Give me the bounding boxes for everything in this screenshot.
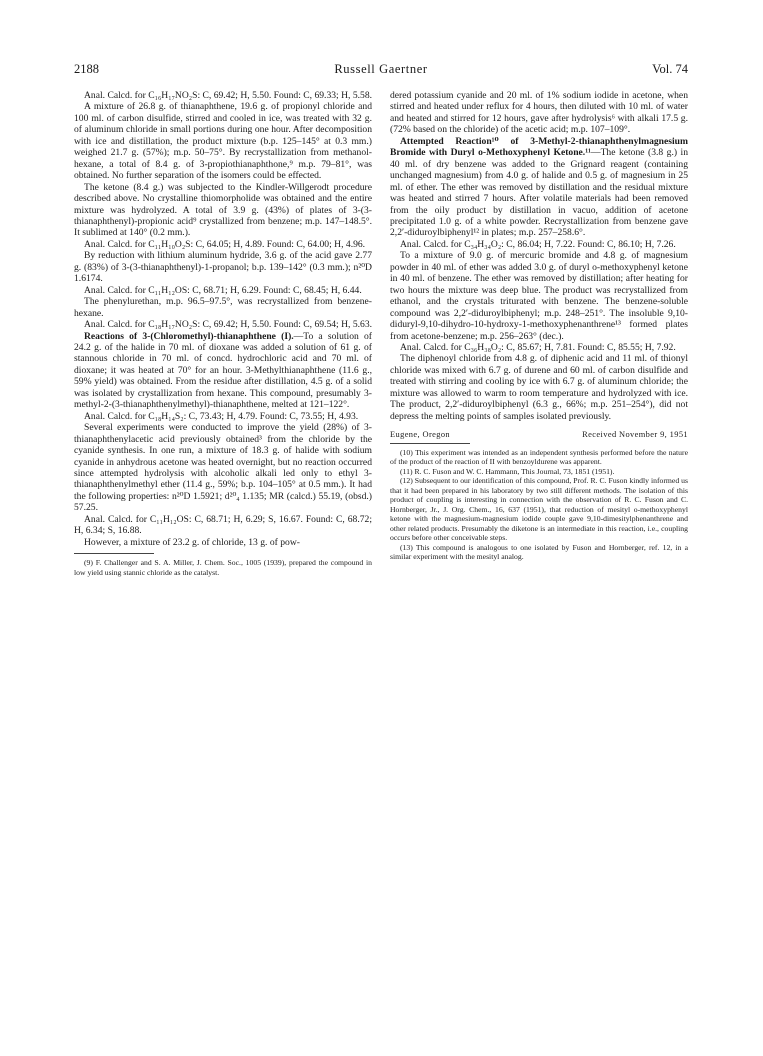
running-title: Russell Gaertner — [334, 62, 428, 76]
body-paragraph: By reduction with lithium aluminum hydride, 3.6 g. of the acid gave 2.77 g. (83%) of 3-(3-thianaphthenyl)-1-propanol; b.p. 139–142° (0.3 mm.); n²⁰D 1.6174. — [74, 250, 372, 285]
body-paragraph: To a mixture of 9.0 g. of mercuric bromide and 4.8 g. of magnesium powder in 40 ml. of ether was added 3.0 g. of duryl o-methoxyphenyl ketone in 40 ml. of benzene. The ether was removed by distillation; after heating for two hours the mixture was deep blue. The product was recrystallized from ethanol, and the crystals triturated with benzene. The benzene-soluble compound was 2,2′-diduroylbiphenyl; m.p. 248–251°. The insoluble 9,10-diduryl-9,10-dihydro-10-hydroxy-1-methoxyphenanthrene¹³ formed plates from acetone-benzene; m.p. 256–263° (dec.). — [390, 250, 688, 342]
body-paragraph: However, a mixture of 23.2 g. of chloride, 13 g. of pow- — [84, 536, 300, 548]
body-paragraph: The phenylurethan, m.p. 96.5–97.5°, was recrystallized from benzene-hexane. — [74, 296, 372, 319]
section-heading: Attempted Reaction¹⁰ of 3-Methyl-2-thianaphthenylmagnesium Bromide with Duryl o-Methoxyphenyl Ketone.¹¹ — [390, 135, 688, 159]
footnote-rule — [390, 443, 470, 444]
footnote: (11) R. C. Fuson and W. C. Hammann, This Journal, 73, 1851 (1951). — [400, 466, 615, 476]
section-paragraph — [74, 331, 372, 411]
signature-place: Eugene, Oregon — [390, 430, 451, 440]
body-paragraph: The diphenoyl chloride from 4.8 g. of diphenic acid and 11 ml. of thionyl chloride was mixed with 6.7 g. of durene and 60 ml. of carbon disulfide and treated with stirring and cooling by ice with 6.7 g. of aluminum chloride; the mixture was allowed to warm to room temperature and hydrolyzed with ice. The product, 2,2′-diduroylbiphenyl (6.3 g., 66%; m.p. 251–254°), did not depress the melting points of samples isolated previously. — [390, 353, 688, 422]
analysis-paragraph: Anal. Calcd. for C₃₆H₃₈O₂: C, 85.67; H, 7.81. Found: C, 85.55; H, 7.92. — [400, 341, 676, 353]
section-text: —The ketone (3.8 g.) in 40 ml. of dry benzene was added to the Grignard reagent (containing unchanged magnesium) from 4.0 g. of halide and 0.5 g. of magnesium in 25 ml. of ether. The ether was removed by distillation and the residual mixture was heated and stirred 7 hours. After volatile materials had been removed from the oily product by distillation in vacuo, addition of acetone precipitated 1.0 g. of a white powder. Recrystallization from benzene gave 2,2′-diduroylbiphenyl¹² in plates; m.p. 257–258.6°. — [390, 147, 688, 239]
left-column — [74, 90, 372, 577]
analysis-paragraph: Anal. Calcd. for C₁₁H₁₂OS: C, 68.71; H, 6.29. Found: C, 68.45; H, 6.44. — [84, 284, 362, 296]
section-paragraph — [390, 136, 688, 239]
section-text: —To a solution of 24.2 g. of the halide in 70 ml. of dioxane was added a solution of 61 g. of stannous chloride in 70 ml. of concd. hydrochloric acid and 70 ml. of dioxane; it was heated at 70° for an hour. 3-Methylthianaphthene (11.6 g., 59% yield) was obtained. From the residue after distillation, 4.5 g. of a solid was isolated by crystallization from hexane. This compound, presumably 3-methyl-2-(3-thianaphthenylmethyl)-thianaphthene, melted at 121–122°. — [74, 330, 372, 411]
right-column — [390, 90, 688, 562]
footnote-rule — [74, 553, 154, 554]
analysis-paragraph: Anal. Calcd. for C₁₆H₁₇NO₂S: C, 69.42; H, 5.50. Found: C, 69.33; H, 5.58. — [84, 90, 373, 101]
section-heading: Reactions of 3-(Chloromethyl)-thianaphthene (I). — [84, 330, 294, 342]
volume-label: Vol. 74 — [652, 62, 688, 76]
received-date: Received November 9, 1951 — [582, 430, 688, 440]
footnote: (13) This compound is analogous to one isolated by Fuson and Hornberger, ref. 12, in a similar experiment with the mesityl analog. — [390, 542, 688, 562]
body-paragraph: The ketone (8.4 g.) was subjected to the Kindler-Willgerodt procedure described above. No crystalline thiomorpholide was obtained and the entire mixture was hydrolyzed. A total of 3.9 g. (43%) of plates of 3-(3-thianaphthenyl)-propionic acid⁹ crystallized from benzene; m.p. 147–148.5°. It sublimed at 140° (0.2 mm.). — [74, 181, 372, 239]
analysis-paragraph: Anal. Calcd. for C₁₈H₁₇NO₂S: C, 69.42; H, 5.50. Found: C, 69.54; H, 5.63. — [84, 319, 373, 331]
body-paragraph: A mixture of 26.8 g. of thianaphthene, 19.6 g. of propionyl chloride and 100 ml. of carbon disulfide, stirred and cooled in ice, was treated with 32 g. of aluminum chloride in small portions during one hour. After decomposition with ice and distillation, the product mixture (b.p. 125–145° at 0.3 mm.) weighed 21.7 g. (57%); m.p. 50–75°. By recrystallization from methanol-hexane, a total of 8.4 g. of 3-propiothianaphthone,⁹ m.p. 79–81°, was obtained. No further separation of the isomers could be effected. — [74, 101, 372, 182]
analysis-paragraph: Anal. Calcd. for C₃₄H₃₄O₂: C, 86.04; H, 7.22. Found: C, 86.10; H, 7.26. — [400, 238, 676, 250]
analysis-paragraph: Anal. Calcd. for C₁₈H₁₄S₂: C, 73.43; H, 4.79. Found: C, 73.55; H, 4.93. — [84, 410, 359, 422]
footnote: (10) This experiment was intended as an independent synthesis performed before the nature of the product of the reaction of II with benzoyldurene was apparent. — [390, 447, 688, 467]
footnotes-left — [74, 558, 372, 577]
footnote: (9) F. Challenger and S. A. Miller, J. Chem. Soc., 1005 (1939), prepared the compound in low yield using stannic chloride as the catalyst. — [74, 558, 372, 577]
body-paragraph: dered potassium cyanide and 20 ml. of 1% sodium iodide in acetone, when stirred and heated under reflux for 4 hours, then diluted with 10 ml. of water and heated and stirred for 12 hours, gave after hydrolysis⁶ with alkali 17.5 g. (72% based on the chloride) of the acetic acid; m.p. 107–109°. — [390, 90, 688, 136]
analysis-paragraph: Anal. Calcd. for C₁₁H₁₀O₂S: C, 64.05; H, 4.89. Found: C, 64.00; H, 4.96. — [84, 238, 366, 250]
footnotes-right — [390, 448, 688, 562]
body-paragraph: Several experiments were conducted to improve the yield (28%) of 3-thianaphthenylacetic acid previously obtained³ from the chloride by the cyanide synthesis. In one run, a mixture of 18.3 g. of halide with sodium cyanide in anhydrous acetone was heated overnight, but no reaction occurred since attempted hydrolysis with alcoholic alkali led only to ethyl 3-thianaphthenylmethyl ether (11.4 g., 59%; b.p. 104–105° at 0.5 mm.). It had the following properties: n²⁰D 1.5921; d²⁰₄ 1.135; MR (calcd.) 55.19, (obsd.) 57.25. — [74, 422, 372, 514]
page-header — [74, 62, 688, 78]
page-number: 2188 — [74, 62, 99, 76]
analysis-paragraph: Anal. Calcd. for C₁₁H₁₂OS: C, 68.71; H, 6.29; S, 16.67. Found: C, 68.72; H, 6.34; S, 16.88. — [74, 513, 372, 537]
footnote: (12) Subsequent to our identification of this compound, Prof. R. C. Fuson kindly informed us that it had been prepared in his laboratory by two still different methods. The isolation of this product of coupling is interesting in connection with the observation of R. C. Fuson and C. Hornberger, Jr., J. Org. Chem., 16, 637 (1951), that reduction of mesityl o-methoxyphenyl ketone with the magnesium-magnesium iodide couple gave 9,10-dimesitylphenanthrene and other related products. Presumably the diketone is an intermediate in this reaction, i.e., coupling occurs before other conceivable steps. — [390, 476, 688, 543]
signature-line — [390, 429, 688, 440]
